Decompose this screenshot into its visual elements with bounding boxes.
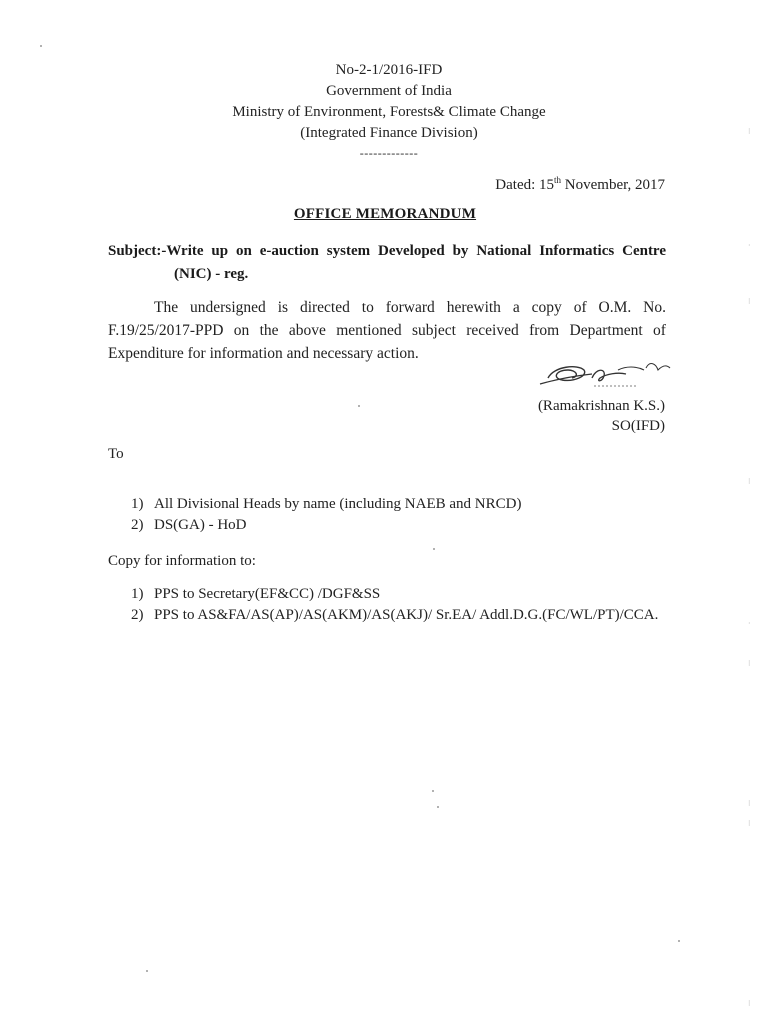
list-text: DS(GA) - HoD [154,517,247,533]
subject-word: on [236,243,252,259]
body-word: a [512,299,520,316]
body-word: above [288,322,326,339]
subject-line-2: (NIC) - reg. [174,266,249,282]
scan-speck [678,940,680,942]
body-word: No. [643,299,666,316]
body-word: The [154,299,179,316]
memo-date [495,175,665,194]
body-word: Department [569,322,643,339]
scan-speck [433,548,435,550]
edge-artifact: ⁝ [748,127,751,136]
body-word: subject [412,322,456,339]
edge-artifact: ⁝ [748,477,751,486]
subject-word: Developed [378,243,445,259]
subject-word: up [211,243,229,259]
body-word: is [277,299,289,316]
list-text: PPS to Secretary(EF&CC) /DGF&SS [154,586,381,602]
body-word: the [259,322,279,339]
subject-word: Informatics [539,243,615,259]
signatory-designation: SO(IFD) [611,418,665,434]
list-text: PPS to AS&FA/AS(AP)/AS(AKM)/AS(AKJ)/ Sr.EA/ Addl.D.G.(FC/WL/PT)/CCA. [154,607,659,623]
body-word: F.19/25/2017-PPD [108,322,224,339]
date-prefix: Dated: 15 [495,177,555,193]
body-word: forward [385,299,435,316]
recipient-list [131,494,521,536]
body-line-3: Expenditure for information and necessary action. [108,345,419,362]
list-item [131,494,521,515]
body-line-2 [108,319,666,342]
body-word: to [361,299,374,316]
copy-label: Copy for information to: [108,553,256,569]
date-suffix: November, 2017 [561,177,665,193]
subject-block [108,240,666,286]
reference-number: No-2-1/2016-IFD [335,62,443,78]
body-word: O.M. [598,299,632,316]
scan-speck [437,806,439,808]
scan-speck [432,790,434,792]
government-name: Government of India [326,83,452,99]
subject-word: system [326,243,371,259]
body-word: copy [531,299,562,316]
edge-artifact: ⁝ [748,297,751,306]
subject-word: Centre [622,243,666,259]
body-word: from [529,322,560,339]
subject-word: Subject:-Write [108,243,204,259]
signatory-name: (Ramakrishnan K.S.) [537,398,665,414]
list-number: 1) [131,496,144,512]
body-word: mentioned [336,322,402,339]
body-word: on [233,322,250,339]
body-word: undersigned [190,299,266,316]
scan-speck [146,970,148,972]
subject-word: by [452,243,469,259]
edge-artifact: ⁝ [748,819,751,828]
document-title: OFFICE MEMORANDUM [293,206,477,222]
body-word: of [573,299,587,316]
letterhead [0,60,770,160]
handwritten-signature [534,356,674,396]
signatory [538,396,665,436]
list-number: 2) [131,607,144,623]
list-item [131,515,521,536]
list-number: 2) [131,517,144,533]
date-ordinal: th [554,175,562,185]
body-word: received [466,322,519,339]
edge-artifact: ⁝ [748,799,751,808]
scan-speck [358,405,360,407]
copy-list [131,584,658,626]
subject-word: National [476,243,532,259]
list-text: All Divisional Heads by name (including NAEB and NRCD) [154,496,522,512]
body-line-1 [108,296,666,319]
header-divider: ------------- [359,146,419,160]
body-word: herewith [446,299,501,316]
body-word: directed [299,299,350,316]
ministry-name: Ministry of Environment, Forests& Climate Change [232,104,546,120]
list-number: 1) [131,586,144,602]
edge-artifact: ⁝ [748,659,751,668]
list-item [131,605,658,626]
scan-speck [40,45,42,47]
subject-line-1 [108,240,666,263]
division-name: (Integrated Finance Division) [300,125,478,141]
body-word: of [653,322,666,339]
edge-artifact: · [748,241,751,250]
edge-artifact: · [748,619,751,628]
edge-artifact: ⁝ [748,999,751,1008]
subject-word: e-auction [259,243,319,259]
list-item [131,584,658,605]
body-paragraph [108,296,666,365]
to-label: To [108,446,124,462]
